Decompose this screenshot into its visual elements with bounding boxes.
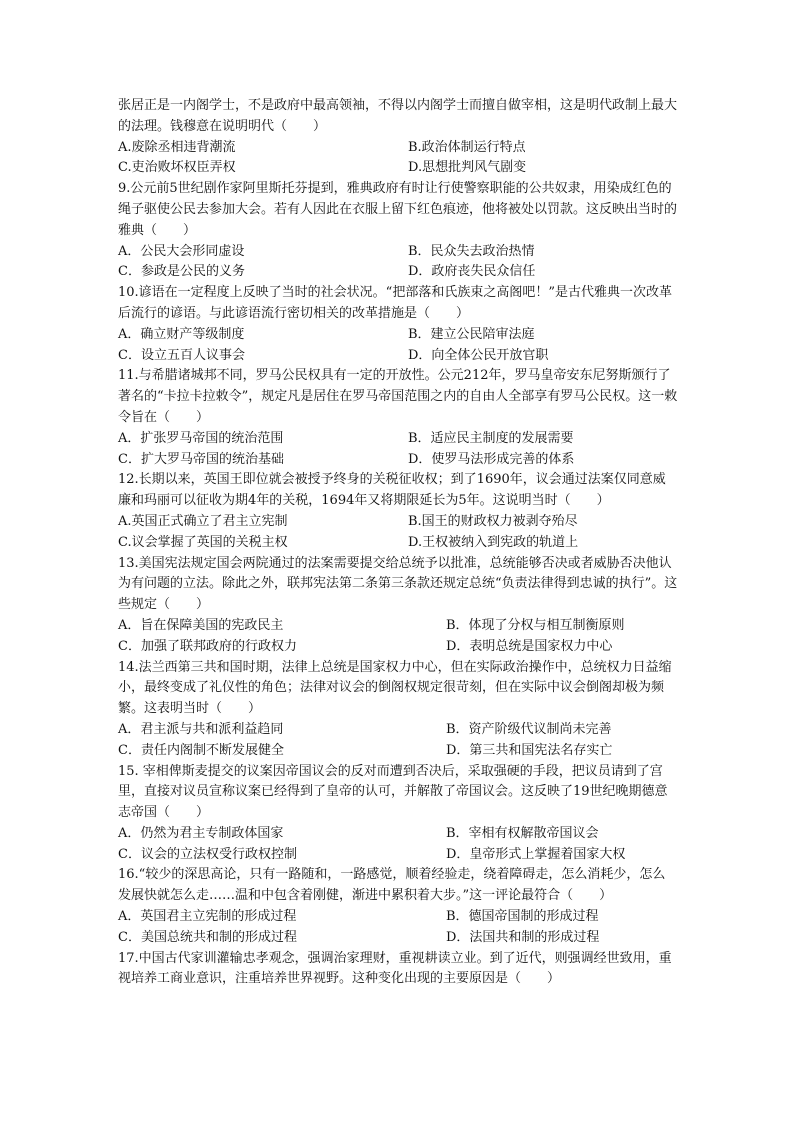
question-stem: 12.长期以来，英国王即位就会被授予终身的关税征收权；到了1690年，议会通过法案仅同意威廉和玛丽可以征收为期4年的关税，1694年又将期限延长为5年。这说明当时（ ） [118,472,666,509]
question-9 [118,179,678,283]
options-grid [118,720,678,762]
option-b: B．资产阶级代议制尚未完善 [446,721,612,737]
options-grid [118,512,678,554]
question-stem: 10.谚语在一定程度上反映了当时的社会状况。“把部落和氏族束之高阁吧！”是古代雅典一次改革后流行的谚语。与此谚语流行密切相关的改革措施是（ ） [118,285,672,321]
option-d: D．使罗马法形成完善的体系 [408,451,575,467]
question-stem: 17.中国古代家训灌输忠孝观念，强调治家理财，重视耕读立业。到了近代，则强调经世致用，重视培养工商业意识，注重培养世界视野。这种变化出现的主要原因是（ ） [118,950,672,987]
question-16 [118,865,678,948]
question-10 [118,283,678,366]
option-d: D．政府丧失民众信任 [408,264,536,280]
option-a: A.废除丞相违背潮流 [118,139,236,155]
option-c: C．议会的立法权受行政权控制 [118,846,297,862]
option-d: D．皇帝形式上掌握着国家大权 [446,846,626,862]
options-grid [118,907,678,949]
option-a: A．英国君主立宪制的形成过程 [118,909,297,925]
question-13 [118,554,678,658]
option-a: A．公民大会形同虚设 [118,243,245,259]
option-c: C．扩大罗马帝国的统治基础 [118,451,284,467]
question-stem: 张居正是一内阁学士，不是政府中最高领袖，不得以内阁学士而擅自做宰相，这是明代政制上最大的法理。钱穆意在说明明代（ ） [118,98,678,134]
option-c: C．设立五百人议事会 [118,347,245,363]
option-d: D．第三共和国宪法名存实亡 [446,742,613,758]
question-stem: 9.公元前5世纪剧作家阿里斯托芬提到，雅典政府有时让行使警察职能的公共奴隶，用染成红色的绳子驱使公民去参加大会。若有人因此在衣服上留下红色痕迹，他将被处以罚款。这反映出当时的雅典（ ） [118,181,678,238]
question-15 [118,762,678,866]
option-b: B．适应民主制度的发展需要 [408,430,574,446]
option-a: A．确立财产等级制度 [118,326,245,342]
option-b: B．德国帝国制的形成过程 [446,909,599,925]
options-grid [118,429,678,471]
option-c: C.吏治败坏权臣弄权 [118,160,236,176]
options-grid [118,616,678,658]
exam-page [118,96,678,990]
option-c: C．责任内阁制不断发展健全 [118,742,284,758]
option-b: B.政治体制运行特点 [408,139,526,155]
question-stem: 11.与希腊诸城邦不同，罗马公民权具有一定的开放性。公元212年，罗马皇帝安东尼努斯颁行了著名的“卡拉卡拉敕令”，规定凡是居住在罗马帝国范围之内的自由人全部享有罗马公民权。这一敕令旨在（ ） [118,368,678,425]
option-a: A．旨在保障美国的宪政民主 [118,617,284,633]
question-stem: 14.法兰西第三共和国时期，法律上总统是国家权力中心，但在实际政治操作中，总统权力日益缩小，最终变成了礼仪性的角色；法律对议会的倒阁权规定很苛刻，但在实际中议会倒阁却极为频繁。这表明当时（ ） [118,659,672,717]
option-c: C.议会掌握了英国的关税主权 [118,534,288,550]
options-grid [118,138,678,180]
option-c: C．加强了联邦政府的行政权力 [118,638,297,654]
option-b: B.国王的财政权力被剥夺殆尽 [408,513,578,529]
option-a: A．君主派与共和派利益趋同 [118,721,284,737]
option-b: B．宰相有权解散帝国议会 [446,825,599,841]
option-a: A．扩张罗马帝国的统治范围 [118,430,284,446]
option-b: B．民众失去政治热情 [408,243,535,259]
question-12 [118,470,678,553]
option-c: C．参政是公民的义务 [118,264,245,280]
option-b: B．建立公民陪审法庭 [408,326,535,342]
options-grid [118,824,678,866]
option-d: D．向全体公民开放官职 [408,347,549,363]
question-8-continued [118,96,678,179]
question-14 [118,658,678,762]
question-11 [118,366,678,470]
option-d: D.思想批判风气剧变 [408,160,527,176]
question-stem: 16.“较少的深思高论，只有一路随和，一路感觉，顺着经验走，绕着障碍走，怎么消耗少，怎么发展快就怎么走……温和中包含着刚健，渐进中累积着大步。”这一评论最符合（ ） [118,867,666,904]
options-grid [118,242,678,284]
options-grid [118,325,678,367]
question-stem: 13.美国宪法规定国会两院通过的法案需要提交给总统予以批准，总统能够否决或者威胁否决他认为有问题的立法。除此之外，联邦宪法第二条第三条款还规定总统“负责法律得到忠诚的执行”。这些规定（ ） [118,555,678,613]
option-a: A．仍然为君主专制政体国家 [118,825,284,841]
option-a: A.英国正式确立了君主立宪制 [118,513,288,529]
option-d: D．表明总统是国家权力中心 [446,638,613,654]
question-17 [118,949,678,991]
option-c: C．美国总统共和制的形成过程 [118,929,297,945]
option-d: D.王权被纳入到宪政的轨道上 [408,534,579,550]
option-d: D．法国共和制的形成过程 [446,929,600,945]
option-b: B．体现了分权与相互制衡原则 [446,617,625,633]
question-stem: 15. 宰相俾斯麦提交的议案因帝国议会的反对而遭到否决后，采取强硬的手段，把议员请到了宫里，直接对议员宣称议案已经得到了皇帝的认可，并解散了帝国议会。这反映了19世纪晚期德意志帝国（ ） [118,763,668,821]
